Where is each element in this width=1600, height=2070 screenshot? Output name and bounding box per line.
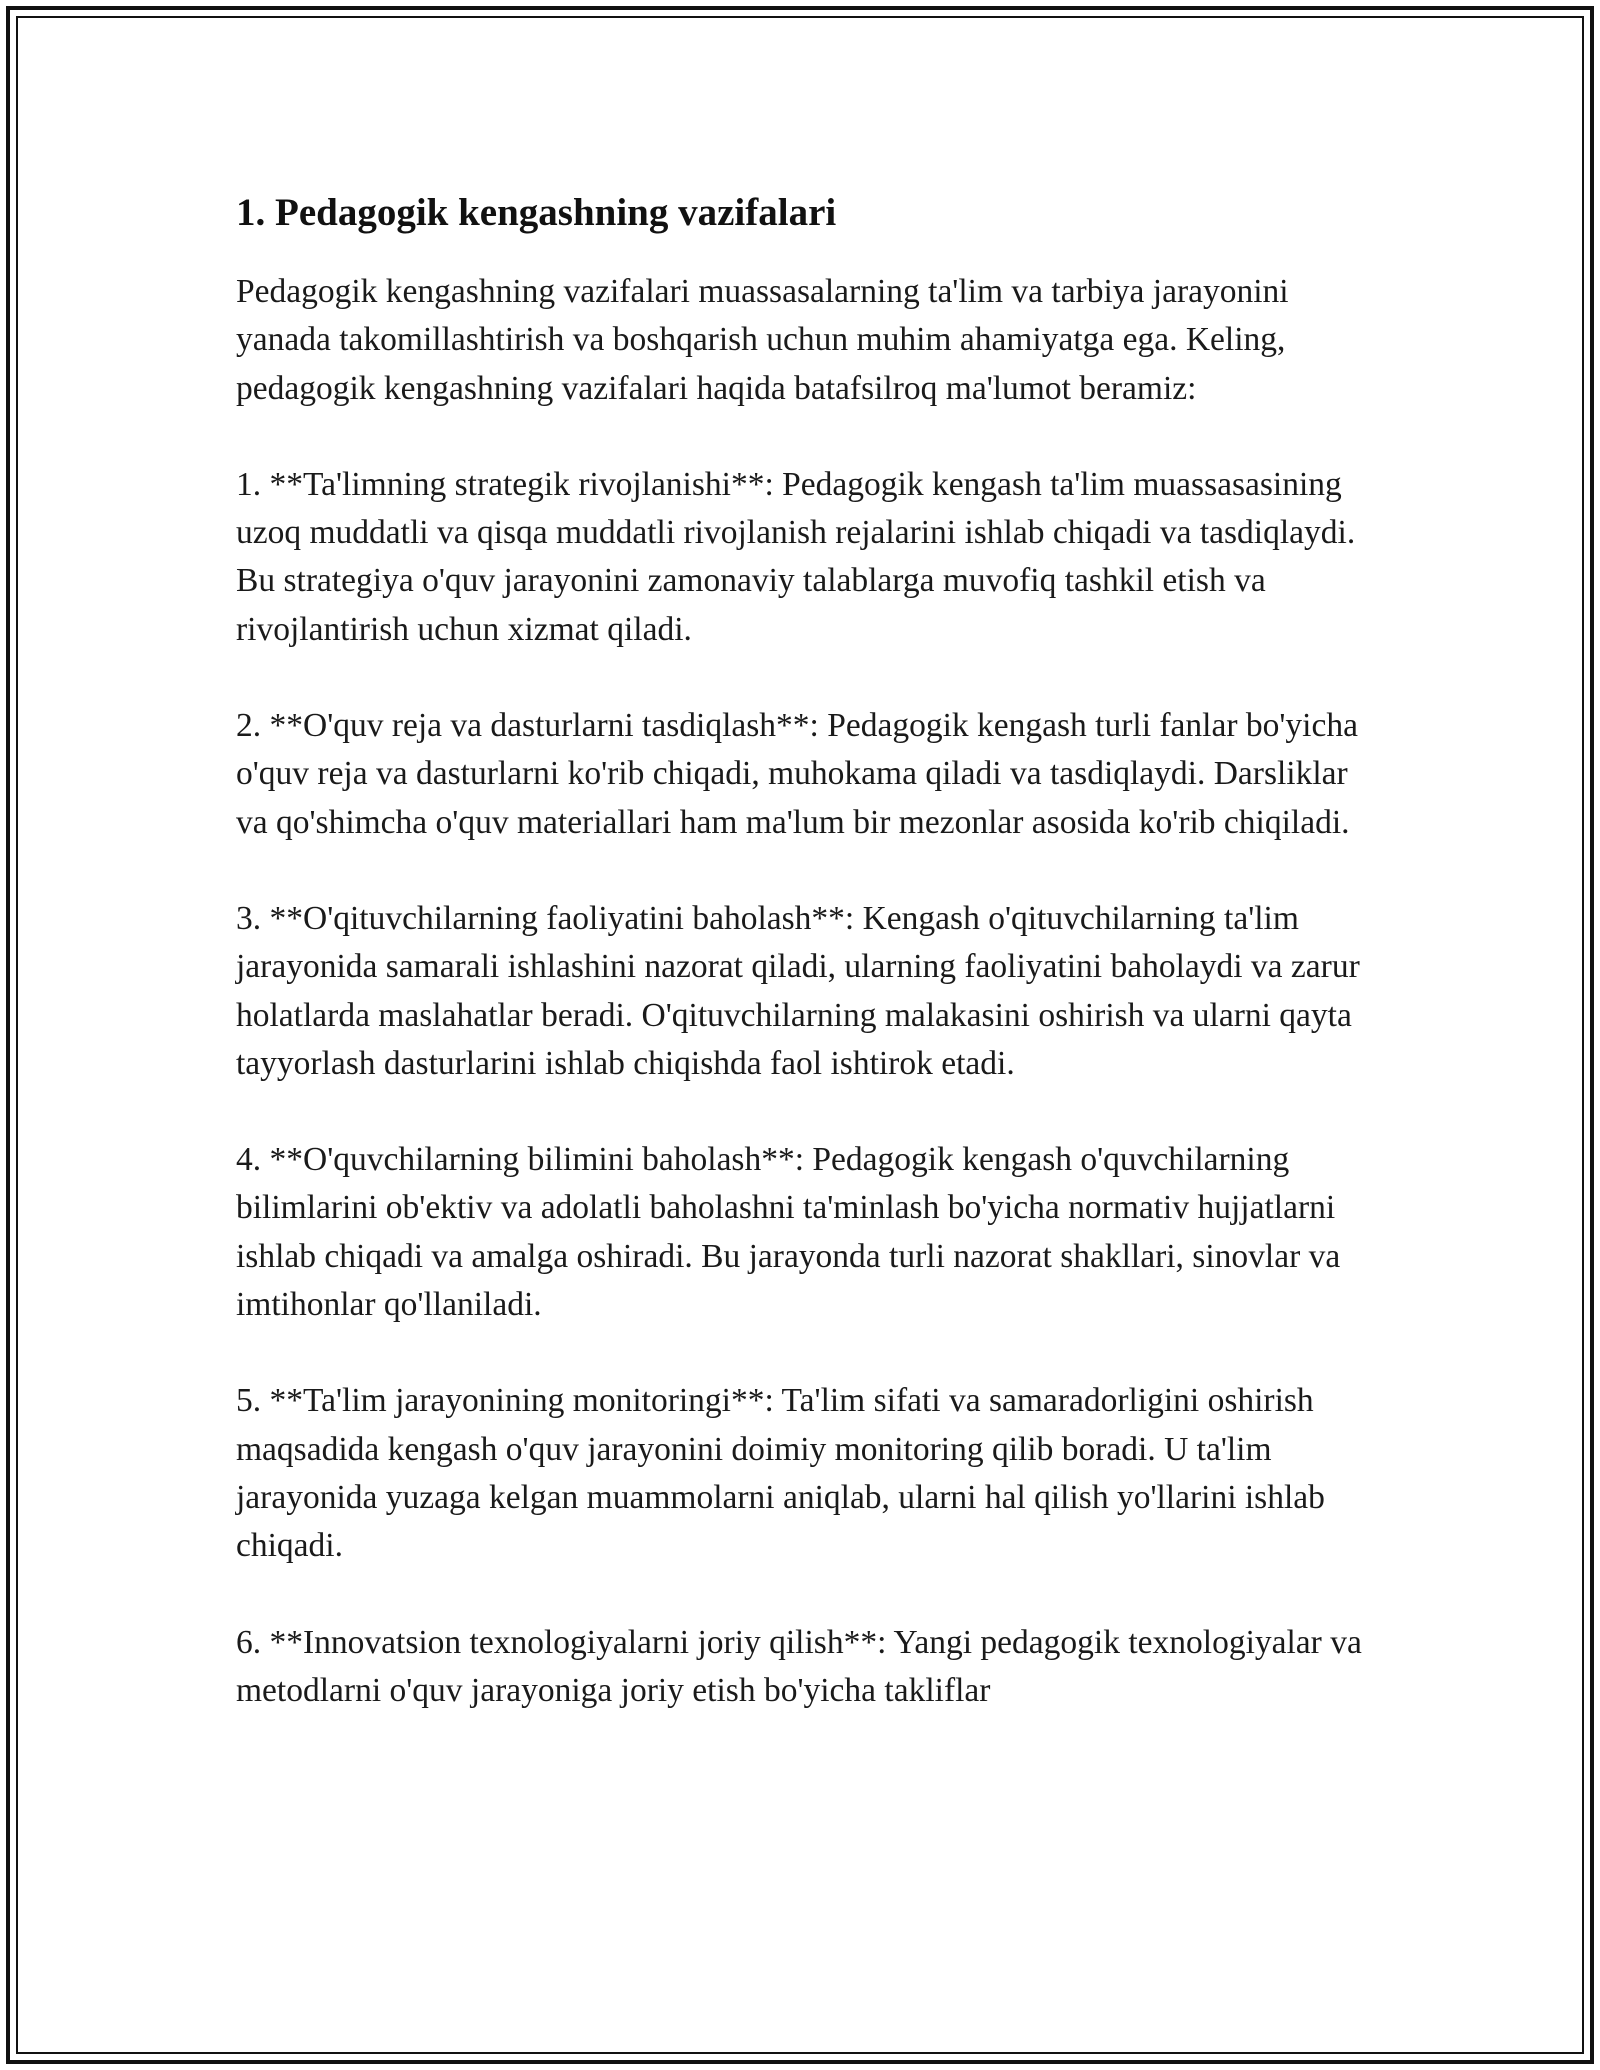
list-item-6: 6. **Innovatsion texnologiyalarni joriy qilish**: Yangi pedagogik texnologiyalar va metodlarni o'quv jarayoniga joriy etish bo'yicha takliflar	[236, 1623, 1362, 1709]
intro-paragraph: Pedagogik kengashning vazifalari muassasalarning ta'lim va tarbiya jarayonini yanada takomillashtirish va boshqarish uchun muhim ahamiyatga ega. Keling, pedagogik kengashning vazifalari haqida batafsilroq ma'lumot beramiz:	[236, 273, 1289, 407]
list-item-4: 4. **O'quvchilarning bilimini baholash**: Pedagogik kengash o'quvchilarning bilimlarini ob'ektiv va adolatli baholashni ta'minlash bo'yicha normativ hujjatlarni ishlab chiqadi va amalga oshiradi. Bu jarayonda turli nazorat shakllari, sinovlar va imtihonlar qo'llaniladi.	[236, 1141, 1341, 1324]
section-title: 1. Pedagogik kengashning vazifalari	[236, 191, 837, 234]
document-body	[236, 184, 1366, 1763]
list-item-3: 3. **O'qituvchilarning faoliyatini baholash**: Kengash o'qituvchilarning ta'lim jarayonida samarali ishlashini nazorat qiladi, ularning faoliyatini baholaydi va zarur holatlarda maslahatlar beradi. O'qituvchilarning malakasini oshirish va ularni qayta tayyorlash dasturlarini ishlab chiqishda faol ishtirok etadi.	[236, 899, 1360, 1082]
list-item-2: 2. **O'quv reja va dasturlarni tasdiqlash**: Pedagogik kengash turli fanlar bo'yicha o'quv reja va dasturlarni ko'rib chiqadi, muhokama qiladi va tasdiqlaydi. Darsliklar va qo'shimcha o'quv materiallari ham ma'lum bir mezonlar asosida ko'rib chiqiladi.	[236, 707, 1358, 841]
list-item-1: 1. **Ta'limning strategik rivojlanishi**: Pedagogik kengash ta'lim muassasasining uzoq muddatli va qisqa muddatli rivojlanish rejalarini ishlab chiqadi va tasdiqlaydi. Bu strategiya o'quv jarayonini zamonaviy talablarga muvofiq tashkil etish va rivojlantirish uchun xizmat qiladi.	[236, 465, 1356, 648]
list-item-5: 5. **Ta'lim jarayonining monitoringi**: Ta'lim sifati va samaradorligini oshirish maqsadida kengash o'quv jarayonini doimiy monitoring qilib boradi. U ta'lim jarayonida yuzaga kelgan muammolarni aniqlab, ularni hal qilish yo'llarini ishlab chiqadi.	[236, 1382, 1325, 1565]
